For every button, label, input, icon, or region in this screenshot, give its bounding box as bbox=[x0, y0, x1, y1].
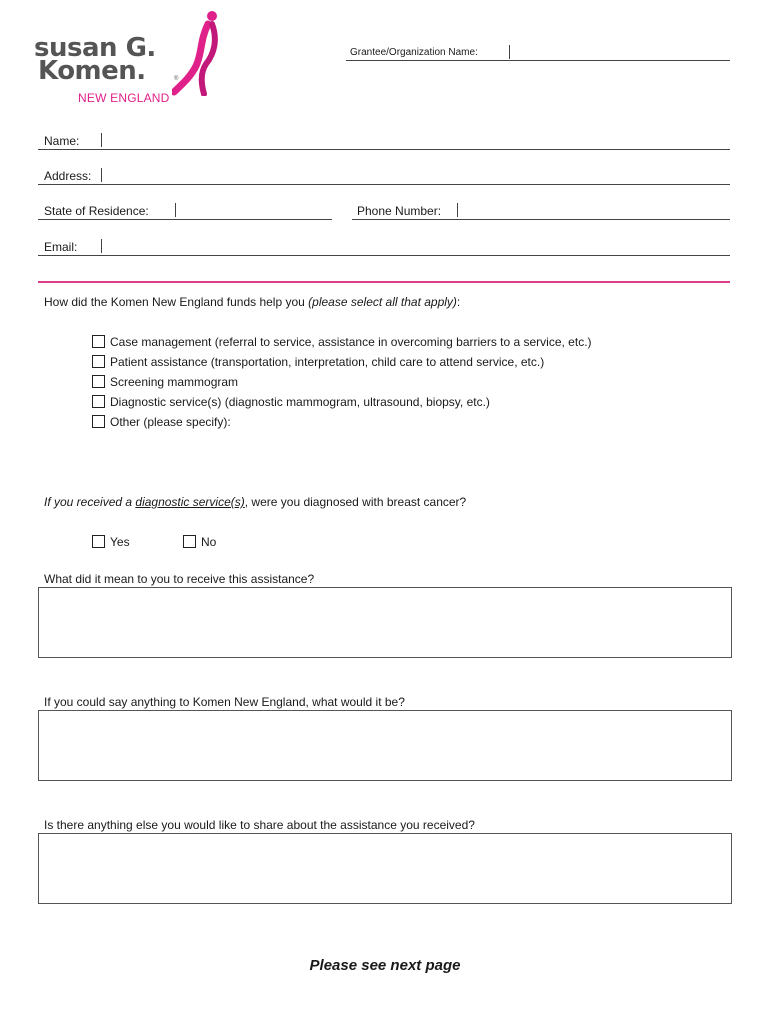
checkbox-other[interactable] bbox=[92, 415, 105, 428]
email-field[interactable] bbox=[38, 255, 730, 256]
grantee-label: Grantee/Organization Name: bbox=[350, 47, 478, 58]
checkbox-diagnostic-services[interactable] bbox=[92, 395, 105, 408]
question-say-anything: If you could say anything to Komen New England, what would it be? bbox=[44, 695, 405, 709]
question-funds-help-prefix: How did the Komen New England funds help you bbox=[44, 295, 309, 309]
logo-region: NEW ENGLAND bbox=[78, 91, 170, 105]
checkbox-patient-assistance[interactable] bbox=[92, 355, 105, 368]
option-diagnostic-services: Diagnostic service(s) (diagnostic mammogram, ultrasound, biopsy, etc.) bbox=[110, 395, 490, 409]
komen-logo bbox=[34, 10, 234, 106]
question-funds-help bbox=[44, 295, 460, 309]
option-case-management: Case management (referral to service, assistance in overcoming barriers to a service, etc.) bbox=[110, 335, 592, 349]
phone-label: Phone Number: bbox=[357, 204, 442, 218]
option-yes: Yes bbox=[110, 535, 130, 549]
option-screening-mammogram: Screening mammogram bbox=[110, 375, 239, 389]
question-funds-help-suffix: : bbox=[456, 295, 461, 309]
question-funds-help-emphasis: (please select all that apply) bbox=[308, 295, 457, 309]
question-meaning: What did it mean to you to receive this assistance? bbox=[44, 572, 315, 586]
logo-line-1: susan G. bbox=[34, 33, 156, 63]
email-label: Email: bbox=[44, 240, 78, 254]
question-diagnosed-prefix: If you received a bbox=[44, 495, 136, 509]
question-diagnosed bbox=[44, 495, 466, 509]
checkbox-no[interactable] bbox=[183, 535, 196, 548]
say-anything-textarea[interactable] bbox=[38, 710, 732, 781]
name-field-cursor bbox=[101, 133, 102, 147]
name-label: Name: bbox=[44, 134, 80, 148]
state-field-cursor bbox=[175, 203, 176, 217]
logo-line-2: Komen. bbox=[38, 56, 146, 86]
phone-field[interactable] bbox=[352, 219, 730, 220]
state-field[interactable] bbox=[38, 219, 332, 220]
state-label: State of Residence: bbox=[44, 204, 149, 218]
address-field-cursor bbox=[101, 168, 102, 182]
anything-else-textarea[interactable] bbox=[38, 833, 732, 904]
phone-field-cursor bbox=[457, 203, 458, 217]
option-no: No bbox=[201, 535, 217, 549]
pink-ribbon-icon bbox=[172, 10, 228, 96]
question-diagnosed-suffix: , were you diagnosed with breast cancer? bbox=[244, 495, 467, 509]
meaning-textarea[interactable] bbox=[38, 587, 732, 658]
checkbox-yes[interactable] bbox=[92, 535, 105, 548]
address-field[interactable] bbox=[38, 184, 730, 185]
question-diagnosed-underlined: diagnostic service(s) bbox=[135, 495, 245, 509]
email-field-cursor bbox=[101, 239, 102, 253]
option-patient-assistance: Patient assistance (transportation, interpretation, child care to attend service, etc.) bbox=[110, 355, 545, 369]
see-next-page: Please see next page bbox=[309, 957, 461, 974]
question-anything-else: Is there anything else you would like to share about the assistance you received? bbox=[44, 818, 475, 832]
checkbox-case-management[interactable] bbox=[92, 335, 105, 348]
logo-trademark: ® bbox=[174, 76, 179, 82]
pink-divider bbox=[38, 281, 730, 283]
checkbox-screening-mammogram[interactable] bbox=[92, 375, 105, 388]
option-other: Other (please specify): bbox=[110, 415, 231, 429]
grantee-field-cursor bbox=[509, 45, 510, 59]
address-label: Address: bbox=[44, 169, 92, 183]
name-field[interactable] bbox=[38, 149, 730, 150]
grantee-field[interactable] bbox=[346, 60, 730, 61]
